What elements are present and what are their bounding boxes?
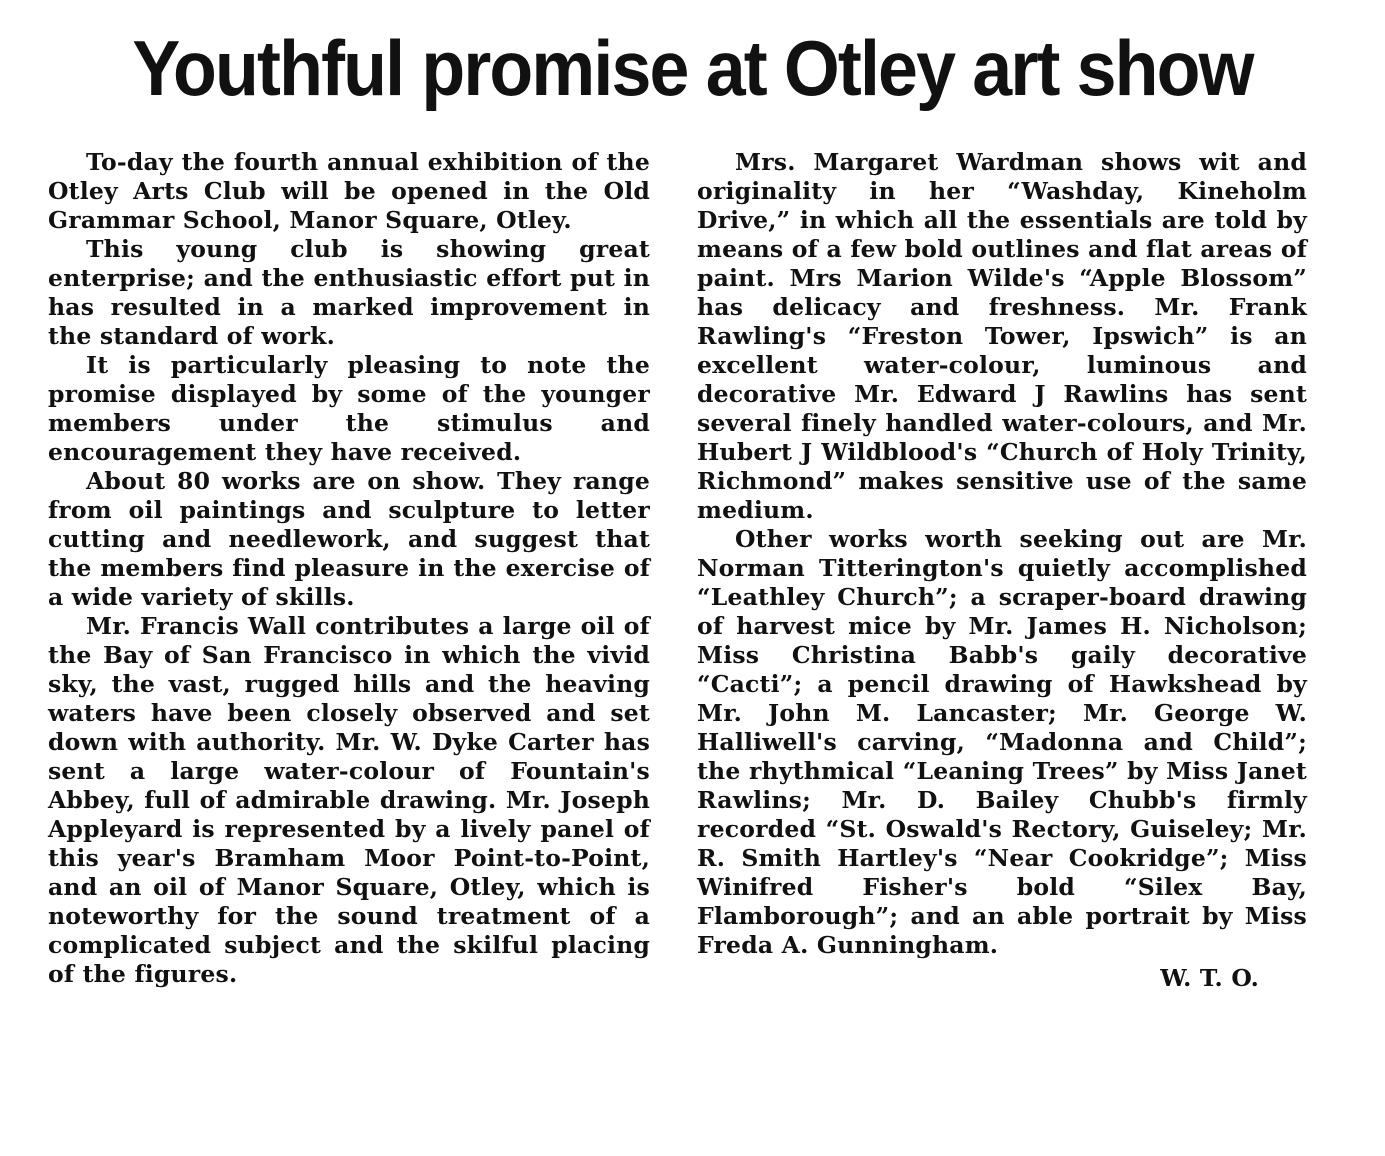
paragraph-works-on-show: About 80 works are on show. They range from oil paintings and sculpture to letter cutting and needlework, and suggest that the members find pleasure in the exercise of a wide variety of skills. [48, 467, 650, 611]
article-headline: Youthful promise at Otley art show [132, 24, 1253, 112]
paragraph-exhibition-opening: To-day the fourth annual exhibition of the Otley Arts Club will be opened in the Old Grammar School, Manor Square, Otley. [48, 148, 650, 234]
author-signature: W. T. O. [1160, 964, 1259, 992]
right-column [697, 148, 1307, 993]
paragraph-francis-wall: Mr. Francis Wall contributes a large oil of the Bay of San Francisco in which the vivid sky, the vast, rugged hills and the heaving waters have been closely observed and set down with authority. Mr. W. Dyke Carter has sent a large water-colour of Fountain's Abbey, full of admirable drawing. Mr. Joseph Appleyard is represented by a lively panel of this year's Bramham Moor Point-to-Point, and an oil of Manor Square, Otley, which is noteworthy for the sound treatment of a complicated subject and the skilful placing of the figures. [48, 612, 650, 988]
paragraph-margaret-wardman: Mrs. Margaret Wardman shows wit and originality in her “Washday, Kineholm Drive,” in which all the essentials are told by means of a few bold outlines and flat areas of paint. Mrs Marion Wilde's “Apple Blossom” has delicacy and freshness. Mr. Frank Rawling's “Freston Tower, Ipswich” is an excellent water-colour, luminous and decorative Mr. Edward J Rawlins has sent several finely handled water-colours, and Mr. Hubert J Wildblood's “Church of Holy Trinity, Richmond” makes sensitive use of the same medium. [697, 148, 1307, 524]
paragraph-younger-members: It is particularly pleasing to note the promise displayed by some of the younger members under the stimulus and encouragement they have received. [48, 351, 650, 466]
left-column [48, 148, 650, 989]
paragraph-other-works: Other works worth seeking out are Mr. Norman Titterington's quietly accomplished “Leathley Church”; a scraper-board drawing of harvest mice by Mr. James H. Nicholson; Miss Christina Babb's gaily decorative “Cacti”; a pencil drawing of Hawkshead by Mr. John M. Lancaster; Mr. George W. Halliwell's carving, “Madonna and Child”; the rhythmical “Leaning Trees” by Miss Janet Rawlins; Mr. D. Bailey Chubb's firmly recorded “St. Oswald's Rectory, Guiseley; Mr. R. Smith Hartley's “Near Cookridge”; Miss Winifred Fisher's bold “Silex Bay, Flamborough”; and an able portrait by Miss Freda A. Gunningham. [697, 525, 1307, 959]
paragraph-club-enterprise: This young club is showing great enterprise; and the enthusiastic effort put in has resulted in a marked improvement in the standard of work. [48, 235, 650, 350]
